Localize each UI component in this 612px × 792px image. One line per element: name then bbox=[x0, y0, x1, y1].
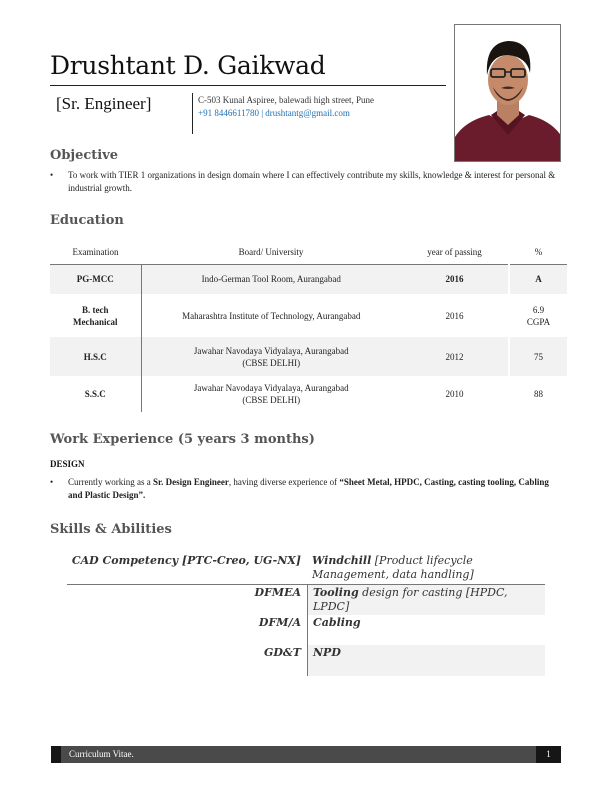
board-line-1: Jawahar Navodaya Vidyalaya, Aurangabad bbox=[193, 383, 349, 393]
skill-right-bold: Cabling bbox=[313, 616, 361, 629]
exam-line-1: B. tech bbox=[82, 304, 109, 315]
board-line-2: (CBSE DELHI) bbox=[242, 395, 301, 405]
work-role: Sr. Design Engineer bbox=[152, 477, 229, 487]
table-row bbox=[50, 294, 567, 337]
skill-row bbox=[67, 615, 545, 645]
board-cell: Indo-German Tool Room, Aurangabad bbox=[141, 264, 401, 294]
column-header-percent: % bbox=[509, 240, 567, 264]
percent-line-2: CGPA bbox=[526, 316, 551, 327]
skill-right bbox=[307, 645, 545, 676]
skill-right bbox=[307, 615, 545, 645]
objective-heading: Objective bbox=[50, 148, 119, 163]
skill-right-bold: Windchill bbox=[312, 554, 372, 567]
phone-email-link[interactable]: +91 8446611780 | drushtantg@gmail.com bbox=[198, 108, 350, 118]
profile-photo bbox=[454, 24, 561, 162]
exam-cell: H.S.C bbox=[50, 337, 141, 376]
percent-line-1: 6.9 bbox=[532, 304, 545, 315]
name-divider bbox=[50, 85, 446, 86]
year-cell: 2010 bbox=[445, 389, 464, 399]
education-heading: Education bbox=[50, 213, 124, 228]
skill-right bbox=[307, 585, 545, 615]
board-line-1: Jawahar Navodaya Vidyalaya, Aurangabad bbox=[193, 345, 349, 356]
work-text bbox=[68, 476, 565, 501]
percent-cell: 88 bbox=[509, 376, 567, 412]
column-header-year: year of passing bbox=[401, 240, 509, 264]
candidate-name: Drushtant D. Gaikwad bbox=[50, 51, 326, 80]
board-cell: Maharashtra Institute of Technology, Aurangabad bbox=[182, 310, 361, 321]
objective-text: To work with TIER 1 organizations in design domain where I can effectively contribute my skills, knowledge & interest for personal & industrial growth. bbox=[68, 170, 556, 193]
page-number: 1 bbox=[536, 746, 561, 763]
board-line-2: (CBSE DELHI) bbox=[242, 357, 301, 368]
column-header-board: Board/ University bbox=[141, 240, 401, 264]
exam-cell: S.S.C bbox=[50, 376, 141, 412]
bullet-icon: • bbox=[50, 170, 54, 180]
column-header-examination: Examination bbox=[50, 240, 141, 264]
exam-line-2: Mechanical bbox=[73, 316, 118, 327]
footer-label: Curriculum Vitae. bbox=[69, 749, 134, 759]
work-experience-heading: Work Experience (5 years 3 months) bbox=[50, 432, 315, 447]
contact-block bbox=[198, 94, 374, 120]
skill-left: DFM/A bbox=[258, 616, 301, 629]
table-row bbox=[50, 376, 567, 412]
person-portrait-icon bbox=[455, 25, 561, 162]
table-header-row bbox=[50, 240, 567, 264]
table-row bbox=[50, 264, 567, 294]
skill-right-rest: design for casting [HPDC, LPDC] bbox=[313, 586, 508, 613]
skills-table bbox=[67, 552, 545, 676]
objective-item bbox=[50, 169, 565, 194]
exam-cell bbox=[50, 294, 141, 337]
percent-cell bbox=[509, 294, 567, 337]
skill-right-bold: Tooling bbox=[313, 586, 359, 599]
work-text-part: Currently working as a bbox=[68, 477, 153, 487]
year-cell: 2016 bbox=[445, 310, 464, 321]
skill-left: DFMEA bbox=[254, 586, 301, 599]
percent-cell: A bbox=[509, 264, 567, 294]
skill-right-bold: NPD bbox=[313, 646, 341, 659]
work-text-part: , having diverse experience of bbox=[228, 477, 340, 487]
exam-cell: PG-MCC bbox=[50, 264, 141, 294]
skill-row bbox=[67, 645, 545, 676]
skill-right bbox=[307, 553, 545, 584]
year-cell: 2016 bbox=[401, 264, 509, 294]
contact-divider bbox=[192, 93, 193, 134]
address: C-503 Kunal Aspiree, balewadi high street, Pune bbox=[198, 95, 374, 105]
education-table bbox=[50, 240, 567, 412]
board-cell bbox=[141, 337, 401, 376]
skills-heading: Skills & Abilities bbox=[50, 522, 172, 537]
percent-cell: 75 bbox=[509, 337, 567, 376]
footer-left-cap bbox=[51, 746, 61, 763]
skill-row bbox=[67, 585, 545, 615]
work-item bbox=[50, 476, 565, 501]
board-cell bbox=[141, 376, 401, 412]
job-title: [Sr. Engineer] bbox=[56, 94, 152, 113]
skill-left: CAD Competency [PTC-Creo, UG-NX] bbox=[71, 554, 301, 567]
work-subheading: DESIGN bbox=[50, 459, 85, 469]
bullet-icon: • bbox=[50, 477, 54, 487]
page-footer bbox=[51, 746, 561, 763]
skill-left: GD&T bbox=[263, 646, 301, 659]
skill-right-rest: [Product lifecycle Management, data handling] bbox=[312, 554, 474, 581]
table-row bbox=[50, 337, 567, 376]
year-cell: 2012 bbox=[401, 337, 509, 376]
skill-row bbox=[67, 552, 545, 585]
work-domains: “Sheet Metal, HPDC, Casting, casting tooling, Cabling and Plastic Design”. bbox=[68, 477, 549, 500]
